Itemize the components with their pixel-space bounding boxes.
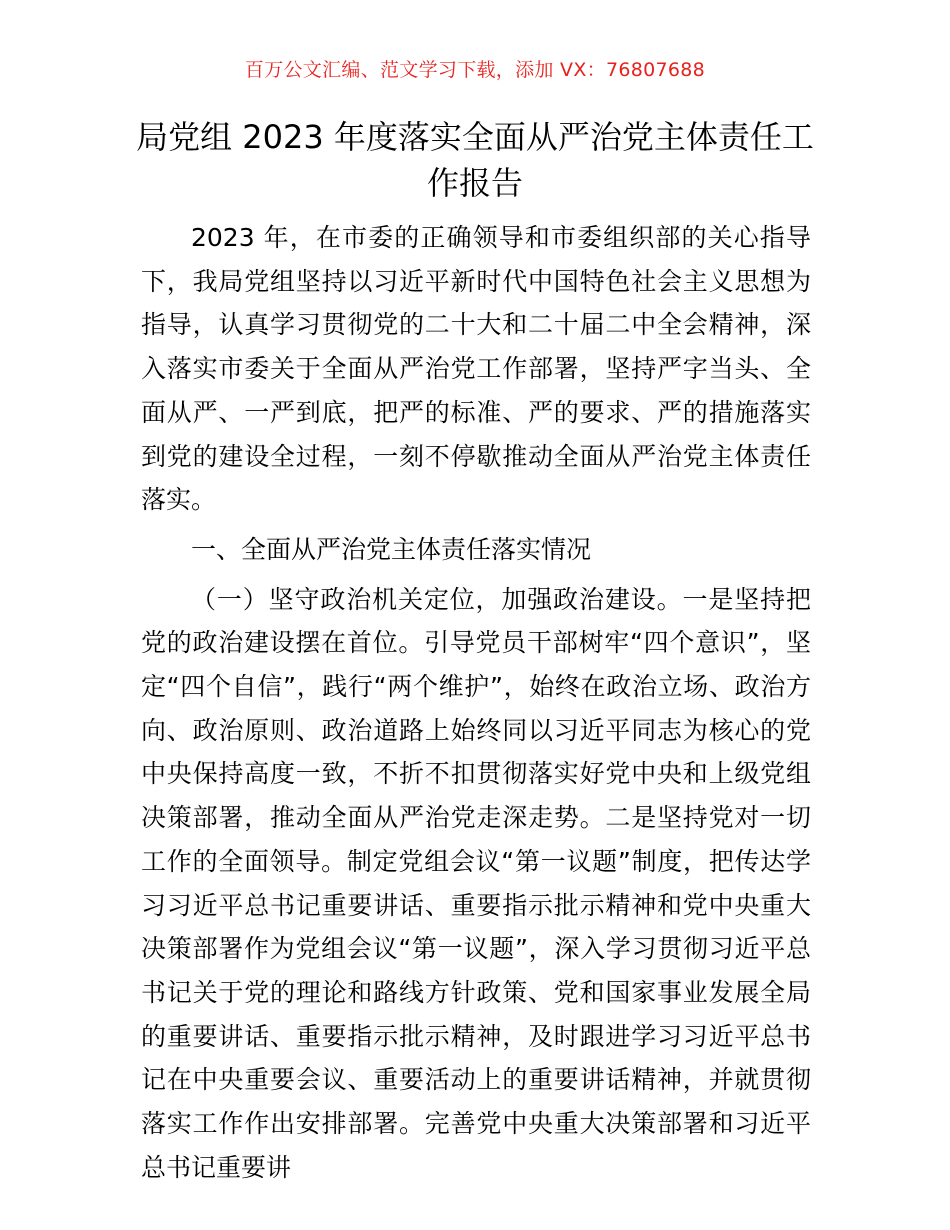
document-body xyxy=(141,216,811,1189)
intro-paragraph: 2023 年，在市委的正确领导和市委组织部的关心指导下，我局党组坚持以习近平新时代中国特色社会主义思想为指导，认真学习贯彻党的二十大和二十届二中全会精神，深入落实市委关于全面从严治党工作部署，坚持严字当头、全面从严、一严到底，把严的标准、严的要求、严的措施落实到党的建设全过程，一刻不停歇推动全面从严治党主体责任落实。 xyxy=(141,223,811,515)
promo-banner: 百万公文汇编、范文学习下载，添加 VX：76807688 xyxy=(244,59,706,81)
document-title: 局党组 2023 年度落实全面从严治党主体责任工作报告 xyxy=(136,118,814,202)
section-heading: 一、全面从严治党主体责任落实情况 xyxy=(191,534,592,564)
body-paragraph: （一）坚守政治机关定位，加强政治建设。一是坚持把党的政治建设摆在首位。引导党员干部树牢“四个意识”，坚定“四个自信”，践行“两个维护”，始终在政治立场、政治方向、政治原则、政治道路上始终同以习近平同志为核心的党中央保持高度一致，不折不扣贯彻落实好党中央和上级党组决策部署，推动全面从严治党走深走势。二是坚持党对一切工作的全面领导。制定党组会议“第一议题”制度，把传达学习习近平总书记重要讲话、重要指示批示精神和党中央重大决策部署作为党组会议“第一议题”，深入学习贯彻习近平总书记关于党的理论和路线方针政策、党和国家事业发展全局的重要讲话、重要指示批示精神，及时跟进学习习近平总书记在中央重要会议、重要活动上的重要讲话精神，并就贯彻落实工作作出安排部署。完善党中央重大决策部署和习近平总书记重要讲 xyxy=(141,584,811,1182)
